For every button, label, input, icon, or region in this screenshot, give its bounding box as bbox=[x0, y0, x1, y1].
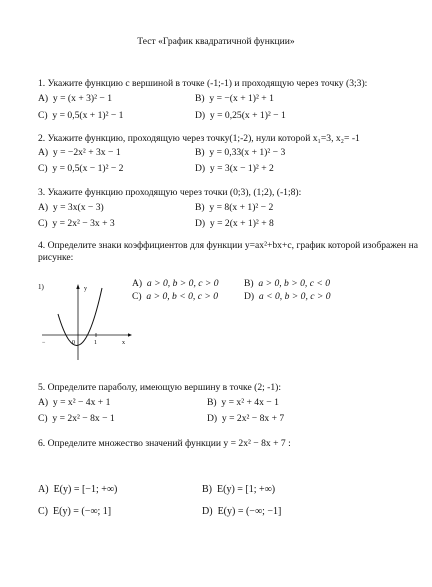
question-2-text: 2. Укажите функцию, проходящую через точку(1;-2), нули которой x₁=3, x₂= -1 bbox=[38, 133, 360, 144]
q3-option-d[interactable] bbox=[195, 218, 274, 230]
option-expr: y = 3(x − 1)² + 2 bbox=[209, 163, 274, 174]
q1-option-a[interactable] bbox=[38, 93, 112, 105]
page-title: Тест «График квадратичной функции» bbox=[137, 36, 295, 47]
question-1-text: 1. Укажите функцию с вершиной в точке (-1;-1) и проходящую через точку (3;3): bbox=[38, 78, 368, 89]
figure-label: 1) bbox=[38, 283, 44, 291]
option-expr: E(y) = [1; +∞) bbox=[217, 484, 276, 495]
parabola-curve bbox=[58, 288, 102, 345]
option-label: D) bbox=[195, 218, 206, 229]
option-label: B) bbox=[195, 202, 205, 213]
q4-option-d[interactable] bbox=[244, 291, 331, 303]
q3-option-b[interactable] bbox=[195, 202, 273, 214]
q6-option-d[interactable] bbox=[202, 506, 281, 519]
option-label: C) bbox=[38, 163, 48, 174]
x-axis-arrow bbox=[128, 333, 132, 336]
option-label: A) bbox=[38, 202, 49, 213]
q6-option-b[interactable] bbox=[202, 484, 275, 497]
q4-option-b[interactable] bbox=[244, 278, 330, 290]
question-6-text: 6. Определите множество значений функции y = 2x² − 8x + 7 : bbox=[38, 438, 291, 449]
option-expr: y = 8(x + 1)² − 2 bbox=[209, 202, 274, 213]
q1-option-c[interactable] bbox=[38, 110, 123, 122]
option-label: C) bbox=[38, 413, 48, 424]
option-label: A) bbox=[38, 397, 49, 408]
option-expr: y = 2x² − 3x + 3 bbox=[52, 218, 115, 229]
q3-option-c[interactable] bbox=[38, 218, 115, 230]
option-expr: y = 0,5(x + 1)² − 1 bbox=[52, 110, 124, 121]
option-expr: y = 2(x + 1)² + 8 bbox=[209, 218, 274, 229]
option-expr: y = (x + 3)² − 1 bbox=[52, 93, 112, 104]
option-label: B) bbox=[195, 93, 205, 104]
option-expr: E(y) = (−∞; 1] bbox=[53, 506, 112, 517]
minus-label: − bbox=[42, 340, 46, 346]
option-label: B) bbox=[244, 278, 254, 289]
q2-option-a[interactable] bbox=[38, 147, 121, 159]
option-expr: y = 0,33(x + 1)² − 3 bbox=[209, 147, 286, 158]
option-expr: y = −(x + 1)² + 1 bbox=[209, 93, 274, 104]
option-label: D) bbox=[195, 163, 206, 174]
parabola-graph bbox=[36, 280, 136, 362]
option-label: B) bbox=[207, 397, 217, 408]
unit-label: 1 bbox=[94, 340, 97, 346]
option-expr: y = x² − 4x + 1 bbox=[52, 397, 111, 408]
q1-option-d[interactable] bbox=[195, 110, 286, 122]
option-label: D) bbox=[202, 506, 213, 517]
option-expr: y = 3x(x − 3) bbox=[52, 202, 104, 213]
q1-option-b[interactable] bbox=[195, 93, 274, 105]
q6-option-a[interactable] bbox=[38, 484, 117, 497]
option-expr: y = −2x² + 3x − 1 bbox=[52, 147, 121, 158]
q5-option-a[interactable] bbox=[38, 397, 110, 409]
origin-label: 0 bbox=[72, 340, 75, 346]
q5-option-d[interactable] bbox=[207, 413, 284, 425]
option-expr: E(y) = [−1; +∞) bbox=[53, 484, 118, 495]
option-expr: E(y) = (−∞; −1] bbox=[217, 506, 282, 517]
question-3-text: 3. Укажите функцию проходящую через точки (0;3), (1;2), (-1;8): bbox=[38, 187, 302, 198]
option-label: D) bbox=[207, 413, 218, 424]
option-expr: y = x² + 4x − 1 bbox=[221, 397, 279, 408]
option-label: D) bbox=[195, 110, 206, 121]
option-label: A) bbox=[38, 484, 49, 495]
question-5-text: 5. Определите параболу, имеющую вершину в точке (2; -1): bbox=[38, 382, 282, 393]
q4-option-a[interactable] bbox=[132, 278, 219, 290]
option-label: B) bbox=[202, 484, 212, 495]
q2-option-b[interactable] bbox=[195, 147, 285, 159]
q3-option-a[interactable] bbox=[38, 202, 104, 214]
option-expr: a > 0, b > 0, c < 0 bbox=[258, 278, 331, 289]
option-expr: a < 0, b > 0, c > 0 bbox=[258, 291, 331, 302]
q5-option-b[interactable] bbox=[207, 397, 279, 409]
q5-option-c[interactable] bbox=[38, 413, 115, 425]
option-label: B) bbox=[195, 147, 205, 158]
parabola-figure bbox=[36, 280, 136, 362]
option-label: A) bbox=[38, 147, 49, 158]
option-expr: a > 0, b < 0, c > 0 bbox=[146, 291, 219, 302]
q2-option-c[interactable] bbox=[38, 163, 123, 175]
q6-option-c[interactable] bbox=[38, 506, 111, 519]
option-label: A) bbox=[38, 93, 49, 104]
option-expr: y = 0,5(x − 1)² − 2 bbox=[52, 163, 124, 174]
option-expr: y = 2x² − 8x + 7 bbox=[221, 413, 285, 424]
option-label: A) bbox=[132, 278, 143, 289]
option-label: C) bbox=[132, 291, 142, 302]
option-label: D) bbox=[244, 291, 255, 302]
option-expr: y = 0,25(x + 1)² − 1 bbox=[209, 110, 286, 121]
option-label: C) bbox=[38, 110, 48, 121]
option-expr: a > 0, b > 0, c > 0 bbox=[146, 278, 219, 289]
x-axis-label: x bbox=[122, 340, 125, 346]
option-label: C) bbox=[38, 218, 48, 229]
y-axis-arrow bbox=[76, 284, 79, 289]
y-axis-label: y bbox=[84, 286, 87, 292]
option-label: C) bbox=[38, 506, 48, 517]
option-expr: y = 2x² − 8x − 1 bbox=[52, 413, 115, 424]
q4-option-c[interactable] bbox=[132, 291, 218, 303]
question-4-text: 4. Определите знаки коэффициентов для функции y=ax²+bx+c, график которой изображен на рисунке: bbox=[38, 240, 418, 263]
q2-option-d[interactable] bbox=[195, 163, 274, 175]
